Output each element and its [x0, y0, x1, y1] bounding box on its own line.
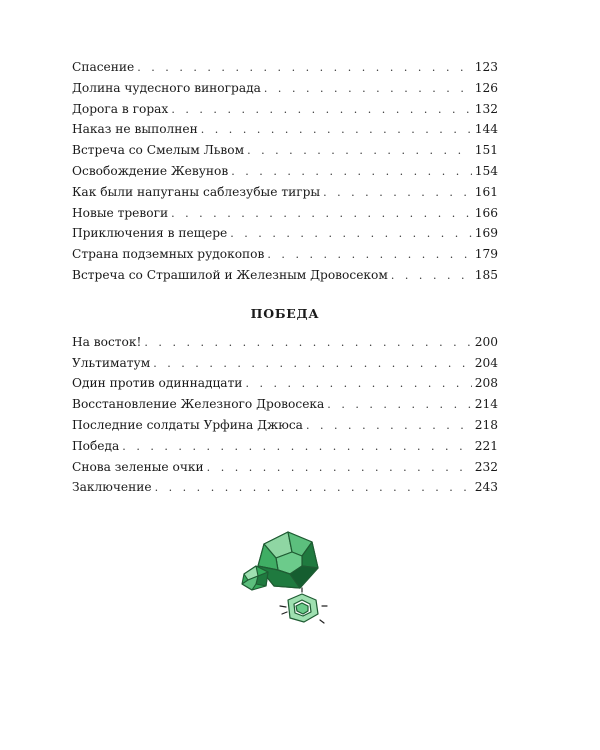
toc-entry-title: Один против одиннадцати: [72, 376, 243, 391]
toc-entry-title: Спасение: [72, 60, 135, 74]
toc-entry-page: 208: [474, 376, 498, 391]
toc-entry[interactable]: [72, 161, 498, 182]
toc-entry-title: Восстановление Железного Дровосека: [72, 397, 325, 412]
toc-entry-page: 243: [474, 480, 498, 495]
toc-entry-page: 218: [474, 417, 498, 432]
toc-entry-title: Приключения в пещере: [72, 226, 228, 241]
toc-entry[interactable]: [72, 373, 498, 394]
dot-leader: [207, 458, 472, 479]
toc-entry-title: Новые тревоги: [72, 205, 169, 220]
toc-entry[interactable]: [72, 415, 498, 436]
toc-entry-page: 123: [474, 60, 498, 74]
toc-entry[interactable]: [72, 140, 498, 161]
toc-entry[interactable]: [72, 265, 498, 286]
toc-entry[interactable]: [72, 436, 498, 457]
toc-part-1: [72, 57, 498, 286]
toc-entry[interactable]: [72, 182, 498, 203]
dot-leader: [171, 100, 471, 121]
toc-entry-title: Снова зеленые очки: [72, 459, 204, 474]
toc-entry-page: 221: [474, 438, 498, 453]
dot-leader: [306, 416, 472, 437]
toc-entry-page: 179: [474, 247, 498, 262]
toc-entry-page: 232: [474, 459, 498, 474]
dot-leader: [230, 224, 472, 245]
dot-leader: [144, 333, 471, 354]
toc-entry-title: Ультиматум: [72, 355, 151, 370]
dot-leader: [231, 162, 472, 183]
toc-entry-page: 214: [474, 397, 498, 412]
dot-leader: [153, 354, 472, 375]
dot-leader: [245, 374, 471, 395]
toc-entry[interactable]: [72, 223, 498, 244]
toc-entry-title: Как были напуганы саблезубые тигры: [72, 184, 321, 199]
toc-entry-title: Последние солдаты Урфина Джюса: [72, 417, 303, 432]
toc-entry[interactable]: [72, 353, 498, 374]
dot-leader: [247, 141, 472, 162]
toc-entry-page: 166: [474, 205, 498, 220]
toc-entry-page: 132: [474, 101, 498, 116]
toc-entry[interactable]: [72, 244, 498, 265]
dot-leader: [137, 58, 472, 79]
toc-entry-title: Освобождение Жевунов: [72, 163, 229, 178]
toc-entry-page: 151: [474, 143, 498, 158]
dot-leader: [264, 79, 472, 100]
toc-entry-title: Долина чудесного винограда: [72, 80, 261, 95]
emerald-gems-icon: [236, 522, 346, 632]
toc-entry-page: 200: [474, 334, 498, 349]
toc-entry-page: 161: [474, 184, 498, 199]
dot-leader: [122, 437, 471, 458]
dot-leader: [267, 245, 471, 266]
toc-entry[interactable]: [72, 119, 498, 140]
toc-entry[interactable]: [72, 203, 498, 224]
toc-entry-page: 154: [474, 163, 498, 178]
dot-leader: [201, 120, 472, 141]
dot-leader: [391, 266, 472, 287]
toc-entry-title: Заключение: [72, 480, 152, 495]
small-emerald-icon: [242, 566, 268, 590]
emerald-gems-illustration: [236, 522, 346, 632]
toc-entry[interactable]: [72, 332, 498, 353]
dot-leader: [171, 204, 472, 225]
dot-leader: [323, 183, 472, 204]
toc-entry[interactable]: [72, 457, 498, 478]
toc-entry[interactable]: [72, 477, 498, 498]
toc-entry-page: 204: [474, 355, 498, 370]
toc-entry[interactable]: [72, 394, 498, 415]
toc-entry-page: 144: [474, 122, 498, 137]
toc-entry-title: На восток!: [72, 334, 142, 349]
toc-part-2: [72, 332, 498, 498]
dot-leader: [327, 395, 471, 416]
toc-entry-title: Дорога в горах: [72, 101, 169, 116]
toc-entry-page: 126: [474, 80, 498, 95]
toc-entry[interactable]: [72, 78, 498, 99]
toc-entry-title: Встреча со Страшилой и Железным Дровосеком: [72, 267, 388, 282]
toc-entry-title: Встреча со Смелым Львом: [72, 143, 245, 158]
toc-entry[interactable]: [72, 57, 498, 78]
section-title: ПОБЕДА: [250, 305, 320, 321]
dot-leader: [155, 478, 472, 499]
toc-entry-title: Победа: [72, 438, 120, 453]
toc-entry[interactable]: [72, 99, 498, 120]
toc-entry-page: 169: [474, 226, 498, 241]
toc-entry-page: 185: [474, 267, 498, 282]
table-of-contents: [72, 57, 498, 498]
toc-entry-title: Наказ не выполнен: [72, 122, 198, 137]
toc-entry-title: Страна подземных рудокопов: [72, 247, 265, 262]
emerald-ring-icon: [288, 594, 318, 622]
